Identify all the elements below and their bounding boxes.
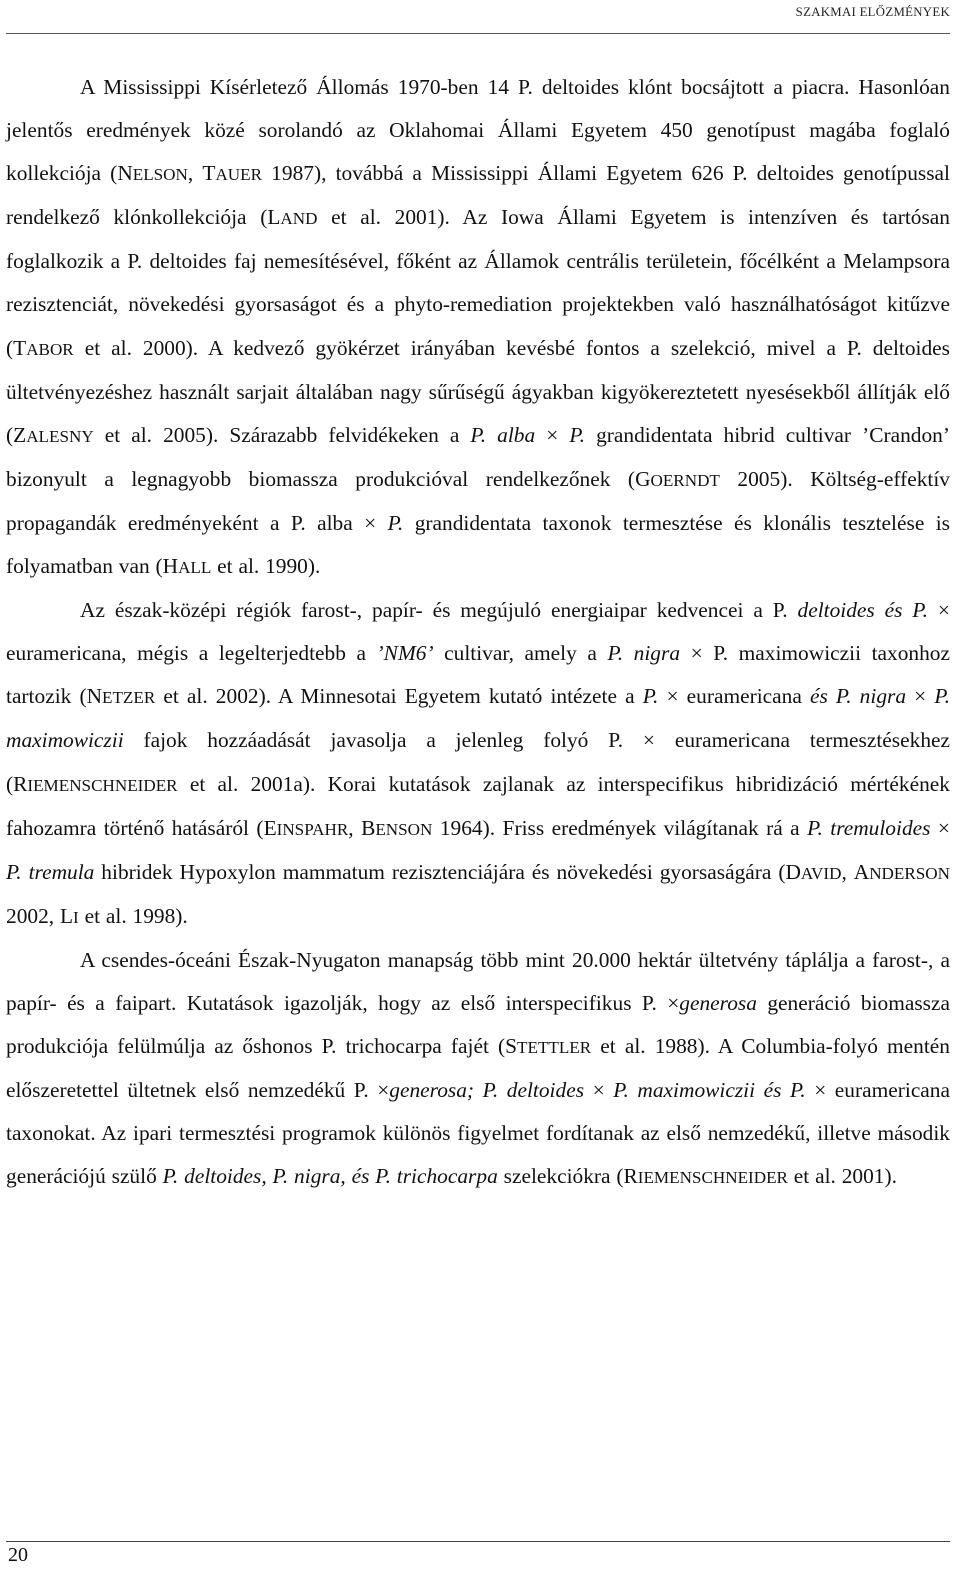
italic-taxon: P. xyxy=(569,422,586,447)
text-run: et al. 2001). xyxy=(787,1164,897,1189)
text-run: , xyxy=(841,859,854,884)
text-run: , xyxy=(348,815,362,840)
text-run: hibridek Hypoxylon mammatum rezisztenciájára és növekedési gyorsaságára ( xyxy=(94,859,786,884)
text-run: × xyxy=(584,1078,614,1103)
text-run: 1964). Friss eredmények világítanak rá a xyxy=(432,815,808,840)
text-run: et al. 2002). A Minnesotai Egyetem kutató intézete a xyxy=(155,684,643,709)
text-run: × xyxy=(930,815,950,840)
author-name: STETTLER xyxy=(505,1034,592,1059)
author-name: BENSON xyxy=(361,815,433,840)
text-run: cultivar, amely a xyxy=(433,641,608,666)
author-name: HALL xyxy=(162,554,212,579)
article-body xyxy=(6,66,950,1199)
author-name: ZALESNY xyxy=(13,422,94,447)
text-run: A csendes-óceáni Észak-Nyugaton manapság több mint 20.000 hektár ültetvény táplálja a farost-, a papír- és a faipart. Kutatások igazolják, hogy az első interspecifikus P. × xyxy=(6,947,950,1015)
italic-taxon: P. maximowiczii xyxy=(6,684,950,753)
page-number: 20 xyxy=(8,1544,28,1566)
text-run: grandidentata taxonok termesztése és klonális tesztelése is folyamatban van ( xyxy=(6,510,950,579)
paragraph-1 xyxy=(6,66,950,589)
text-run: × euramericana, mégis a legelterjedtebb a xyxy=(6,598,950,666)
italic-taxon: ’NM6’ xyxy=(376,641,434,666)
paragraph-2 xyxy=(6,589,950,939)
italic-taxon: P. alba xyxy=(470,422,536,447)
text-run: , xyxy=(187,161,203,186)
author-name: NETZER xyxy=(86,684,156,709)
author-name: EINSPAHR xyxy=(263,815,349,840)
text-run: et al. 1998). xyxy=(78,903,188,928)
text-run: A Mississippi Kísérletező Állomás 1970-ben 14 P. deltoides klónt bocsájtott a piacra. Hasonlóan jelentős eredmények közé sorolandó az Oklahomai Állami Egyetem 450 genotípust magába foglaló kollekciója ( xyxy=(6,75,950,186)
italic-taxon: P. tremuloides xyxy=(807,815,931,840)
text-run: et al. 1990). xyxy=(211,554,321,579)
text-run: fajok hozzáadását javasolja a jelenleg folyó P. × euramericana termesztésekhez ( xyxy=(6,728,950,796)
author-name: RIEMENSCHNEIDER xyxy=(13,771,178,796)
author-name: TAUER xyxy=(202,161,263,186)
author-name: TABOR xyxy=(13,335,74,360)
text-run: × euramericana xyxy=(658,684,810,709)
italic-taxon: P. tremula xyxy=(6,859,95,884)
text-run: et al. 2005). Szárazabb felvidékeken a xyxy=(93,422,471,447)
text-run: Az észak-középi régiók farost-, papír- és megújuló energiaipar kedvencei a P. xyxy=(80,598,798,623)
italic-taxon: P. maximowiczii és P. xyxy=(613,1078,806,1103)
text-run: et al. 2001). Az Iowa Állami Egyetem is intenzíven és tartósan foglalkozik a P. deltoides faj nemesítésével, főként az Államok centrális területein, főcélként a Melampsora rezisztenciát, növekedési gyorsaságot és a phyto-remediation projektekben való használhatóságot kitűzve ( xyxy=(6,205,950,360)
italic-taxon: P. xyxy=(387,510,404,535)
text-run: generáció biomassza produkciója felülmúlja az őshonos P. trichocarpa fajét ( xyxy=(6,990,950,1059)
text-run: × euramericana taxonokat. Az ipari termesztési programok különös figyelmet fordítanak az első nemzedékű, illetve második generációjú szülő xyxy=(6,1078,950,1189)
text-run: et al. 2001a). Korai kutatások zajlanak az interspecifikus hibridizáció mértékének fahozamra történő hatásáról ( xyxy=(6,771,950,840)
header-section-title: SZAKMAI ELŐZMÉNYEK xyxy=(795,5,950,19)
text-run: 2002, xyxy=(6,903,60,928)
author-name: LAND xyxy=(267,205,318,230)
text-run: × xyxy=(906,684,935,709)
text-run: et al. 2000). A kedvező gyökérzet irányában kevésbé fontos a szelekció, mivel a P. deltoides ültetvényezéshez használt sarjait általában nagy sűrűségű ágyakban kigyökereztetett nyesésekből állítják elő ( xyxy=(6,335,950,447)
author-name: DAVID xyxy=(785,859,842,884)
text-run: et al. 1988). A Columbia-folyó mentén előszeretettel ültetnek első nemzedékű P. × xyxy=(6,1034,950,1103)
text-run: 2005). Költség-effektív propagandák eredményeként a P. alba × xyxy=(6,466,950,535)
author-name: GOERNDT xyxy=(635,466,720,491)
italic-taxon: és P. nigra xyxy=(809,684,907,709)
italic-taxon: generosa; P. deltoides xyxy=(389,1078,585,1103)
author-name: ANDERSON xyxy=(853,859,950,884)
italic-taxon: P. xyxy=(642,684,659,709)
text-run: × xyxy=(535,422,570,447)
text-run: × P. maximowiczii taxonhoz tartozik ( xyxy=(6,641,950,709)
footer-rule xyxy=(6,1541,950,1542)
italic-taxon: deltoides és P. xyxy=(797,598,929,623)
italic-taxon: generosa xyxy=(679,990,757,1015)
author-name: LI xyxy=(59,903,79,928)
italic-taxon: P. nigra xyxy=(607,641,681,666)
paragraph-3 xyxy=(6,939,950,1200)
italic-taxon: P. deltoides, P. nigra, és P. trichocarpa xyxy=(162,1164,498,1189)
text-run: szelekciókra ( xyxy=(497,1164,624,1189)
text-run: 1987), továbbá a Mississippi Állami Egyetem 626 P. deltoides genotípussal rendelkező klónkollekciója ( xyxy=(6,161,950,230)
text-run: grandidentata hibrid cultivar ’Crandon’ bizonyult a legnagyobb biomassza produkcióval rendelkezőnek ( xyxy=(6,422,950,491)
running-header xyxy=(6,0,950,34)
author-name: NELSON xyxy=(117,161,188,186)
author-name: RIEMENSCHNEIDER xyxy=(623,1164,788,1189)
